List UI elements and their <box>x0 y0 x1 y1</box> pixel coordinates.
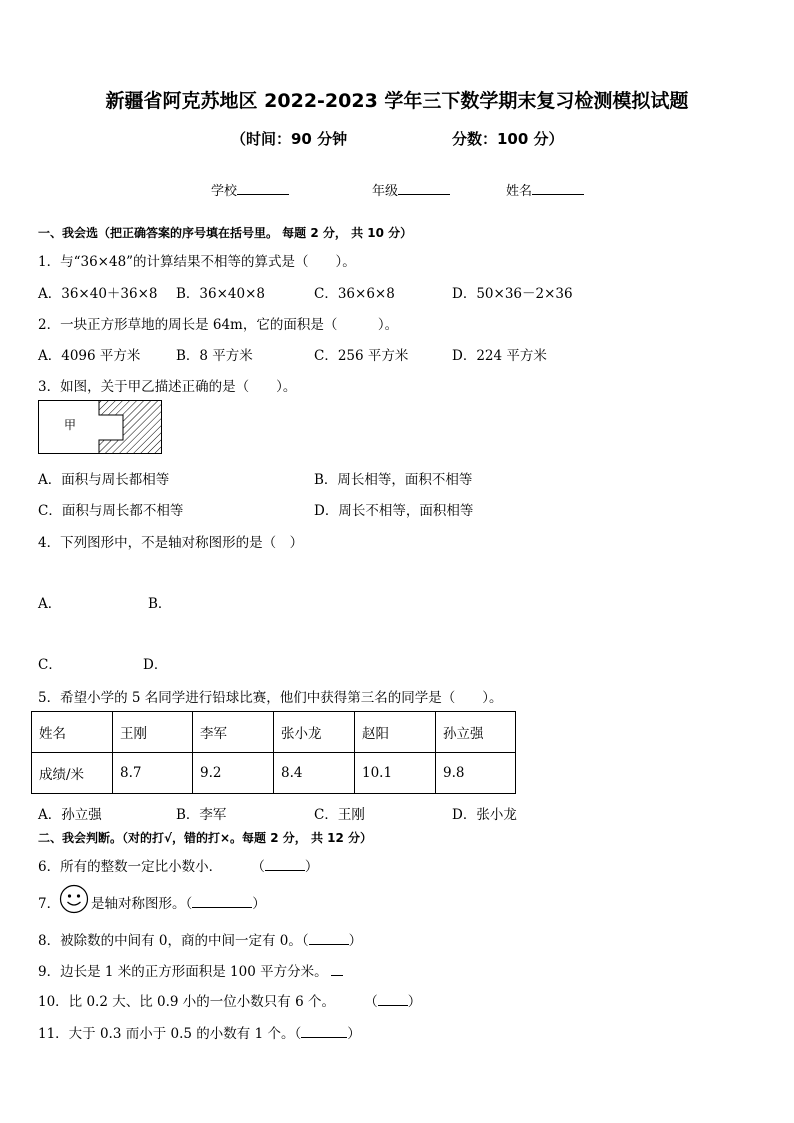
answer-blank <box>265 857 305 871</box>
q2-option-b: B．8 平方米 <box>176 348 253 364</box>
answer-blank <box>192 894 252 908</box>
q5-option-a: A．孙立强 <box>38 807 102 823</box>
q3-figure <box>38 400 162 454</box>
score-table <box>31 711 516 794</box>
question-11-text: 11．大于 0.3 而小于 0.5 的小数有 1 个。（ <box>38 1026 302 1042</box>
question-10: 10．比 0.2 大、比 0.9 小的一位小数只有 6 个。 （ ） <box>38 994 422 1010</box>
question-7-text: 是轴对称图形。（ <box>91 896 193 912</box>
answer-blank <box>331 962 343 976</box>
school-blank <box>237 181 289 195</box>
grade-field <box>372 180 450 199</box>
name-field <box>506 180 584 199</box>
question-7: 是轴对称图形。（ ） <box>91 896 266 912</box>
q4-option-d: D． <box>143 657 168 673</box>
question-4: 4．下列图形中，不是轴对称图形的是（ ） <box>38 535 304 551</box>
question-11: 11．大于 0.3 而小于 0.5 的小数有 1 个。（ ） <box>38 1026 361 1042</box>
page-title: 新疆省阿克苏地区 2022-2023 学年三下数学期末复习检测模拟试题 <box>105 90 689 112</box>
exam-time: （时间：90 分钟 <box>231 130 348 148</box>
table-cell: 姓名 <box>32 712 113 753</box>
question-9 <box>38 960 343 980</box>
q1-option-c: C．36×6×8 <box>314 286 395 302</box>
q3-figure-label: 甲 <box>64 418 77 432</box>
question-8: 8．被除数的中间有 0，商的中间一定有 0。（ ） <box>38 933 363 949</box>
q2-option-d: D．224 平方米 <box>452 348 547 364</box>
q2-option-c: C．256 平方米 <box>314 348 409 364</box>
q4-option-c: C． <box>38 657 62 673</box>
question-9-text: 9．边长是 1 米的正方形面积是 100 平方分米。 <box>38 964 328 980</box>
section-1-heading: 一、我会选（把正确答案的序号填在括号里。 每题 2 分， 共 10 分） <box>38 226 413 240</box>
q1-option-b: B．36×40×8 <box>176 286 265 302</box>
q3-option-d: D．周长不相等，面积相等 <box>314 503 474 519</box>
q5-option-c: C．王刚 <box>314 807 365 823</box>
table-cell: 孙立强 <box>436 712 516 753</box>
table-cell: 8.4 <box>274 753 355 794</box>
table-cell: 8.7 <box>113 753 193 794</box>
question-1: 1．与“36×48”的计算结果不相等的算式是（ ）。 <box>38 254 356 270</box>
q1-option-d: D．50×36－2×36 <box>452 286 573 302</box>
table-cell: 9.2 <box>193 753 274 794</box>
question-10-text: 10．比 0.2 大、比 0.9 小的一位小数只有 6 个。 <box>38 994 335 1010</box>
q4-option-b: B． <box>148 596 172 612</box>
question-6-text: 6．所有的整数一定比小数小． <box>38 859 223 875</box>
table-cell: 张小龙 <box>274 712 355 753</box>
q1-option-a: A．36×40＋36×8 <box>38 286 158 302</box>
smiley-face-icon <box>59 884 89 914</box>
q3-option-c: C．面积与周长都不相等 <box>38 503 184 519</box>
q2-option-a: A．4096 平方米 <box>38 348 141 364</box>
grade-label: 年级 <box>372 184 399 199</box>
table-cell: 9.8 <box>436 753 516 794</box>
table-row <box>32 753 516 794</box>
q5-option-d: D．张小龙 <box>452 807 517 823</box>
answer-blank <box>301 1024 347 1038</box>
q3-option-a: A．面积与周长都相等 <box>38 472 170 488</box>
table-cell: 王刚 <box>113 712 193 753</box>
q3-option-b: B．周长相等，面积不相等 <box>314 472 473 488</box>
section-2-heading: 二、我会判断。（对的打√，错的打×。每题 2 分， 共 12 分） <box>38 831 372 845</box>
question-3: 3．如图，关于甲乙描述正确的是（ ）。 <box>38 379 297 395</box>
name-label: 姓名 <box>506 184 533 199</box>
school-field <box>211 180 289 199</box>
table-row <box>32 712 516 753</box>
q5-option-b: B．李军 <box>176 807 227 823</box>
question-2: 2．一块正方形草地的周长是 64m，它的面积是（ ）。 <box>38 317 399 333</box>
answer-blank <box>378 992 408 1006</box>
question-8-text: 8．被除数的中间有 0，商的中间一定有 0。（ <box>38 933 309 949</box>
exam-score: 分数：100 分） <box>452 130 564 148</box>
question-7-number: 7． <box>38 896 61 912</box>
table-cell: 10.1 <box>355 753 436 794</box>
grade-blank <box>398 181 450 195</box>
question-6: 6．所有的整数一定比小数小． （ ） <box>38 859 319 875</box>
name-blank <box>532 181 584 195</box>
table-cell: 赵阳 <box>355 712 436 753</box>
answer-blank <box>309 931 349 945</box>
q4-option-a: A． <box>38 596 62 612</box>
school-label: 学校 <box>211 184 238 199</box>
table-cell: 成绩/米 <box>32 753 113 794</box>
question-5: 5．希望小学的 5 名同学进行铅球比赛，他们中获得第三名的同学是（ ）。 <box>38 690 503 706</box>
table-cell: 李军 <box>193 712 274 753</box>
